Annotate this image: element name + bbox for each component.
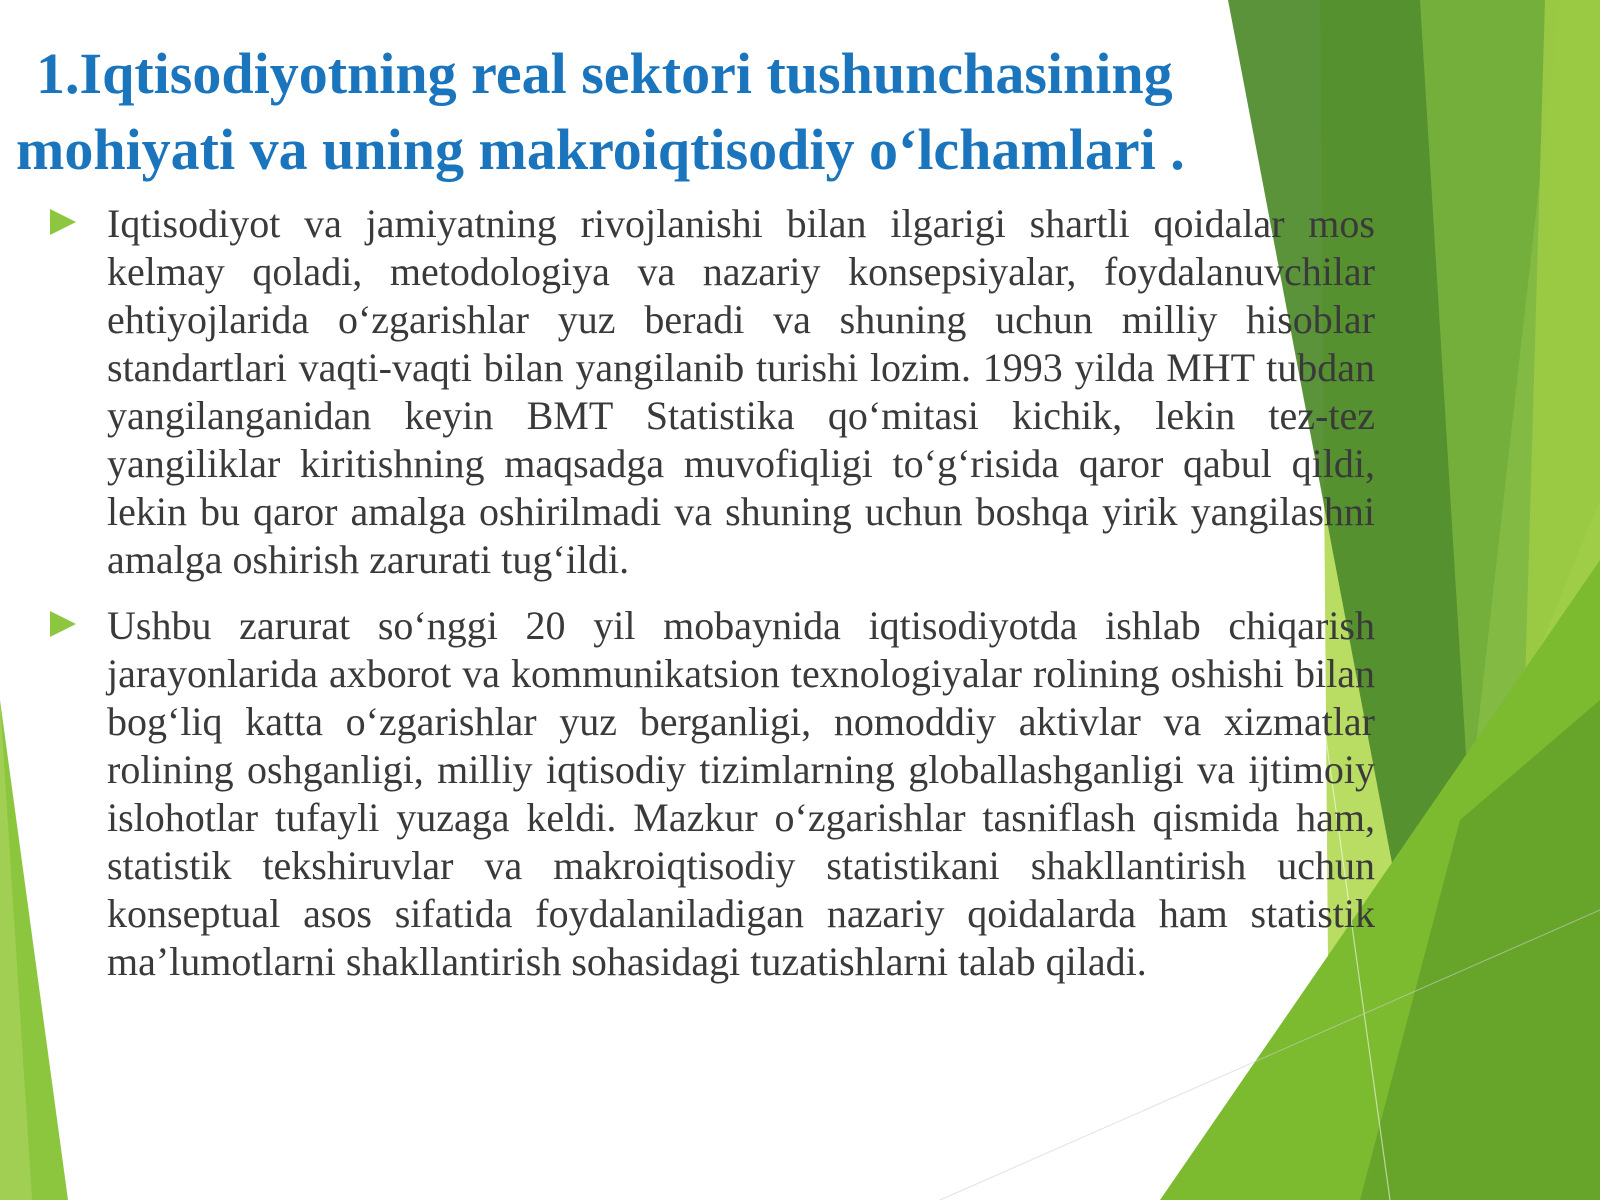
bullet-list: [0, 200, 1600, 986]
triangle-arrow-right-icon: [50, 611, 76, 637]
bullet-text: Ushbu zarurat so‘nggi 20 yil mobaynida iqtisodiyotda ishlab chiqarish jarayonlarida axborot va kommunikatsion texnologiyalar rolining oshishi bilan bog‘liq katta o‘zgarishlar yuz berganligi, nomoddiy aktivlar va xizmatlar rolining oshganligi, milliy iqtisodiy tizimlarning globallashganligi va ijtimoiy islohotlar tufayli yuzaga keldi. Mazkur o‘zgarishlar tasniflash qismida ham, statistik tekshiruvlar va makroiqtisodiy statistikani shakllantirish uchun konseptual asos sifatida foydalaniladigan nazariy qoidalarda ham statistik ma’lumotlarni shakllantirish sohasidagi tuzatishlarni talab qiladi.: [107, 603, 1375, 984]
slide-title-line-1: 1.Iqtisodiyotning real sektori tushunchasining: [36, 41, 1173, 106]
triangle-arrow-right-icon: [50, 209, 76, 235]
bullet-text: Iqtisodiyot va jamiyatning rivojlanishi bilan ilgarigi shartli qoidalar mos kelmay qoladi, metodologiya va nazariy konsepsiyalar, foydalanuvchilar ehtiyojlarida o‘zgarishlar yuz beradi va shuning uchun milliy hisoblar standartlari vaqti-vaqti bilan yangilanib turishi lozim. 1993 yilda MHT tubdan yangilanganidan keyin BMT Statistika qo‘mitasi kichik, lekin tez-tez yangiliklar kiritishning maqsadga muvofiqligi to‘g‘risida qaror qabul qildi, lekin bu qaror amalga oshirilmadi va shuning uchun boshqa yirik yangilashni amalga oshirish zarurati tug‘ildi.: [107, 201, 1375, 582]
slide-title: [16, 36, 1396, 188]
slide-title-line-2: mohiyati va uning makroiqtisodiy o‘lchamlari .: [16, 117, 1185, 182]
bullet-item: [0, 200, 1600, 584]
bullet-item: [0, 602, 1600, 986]
